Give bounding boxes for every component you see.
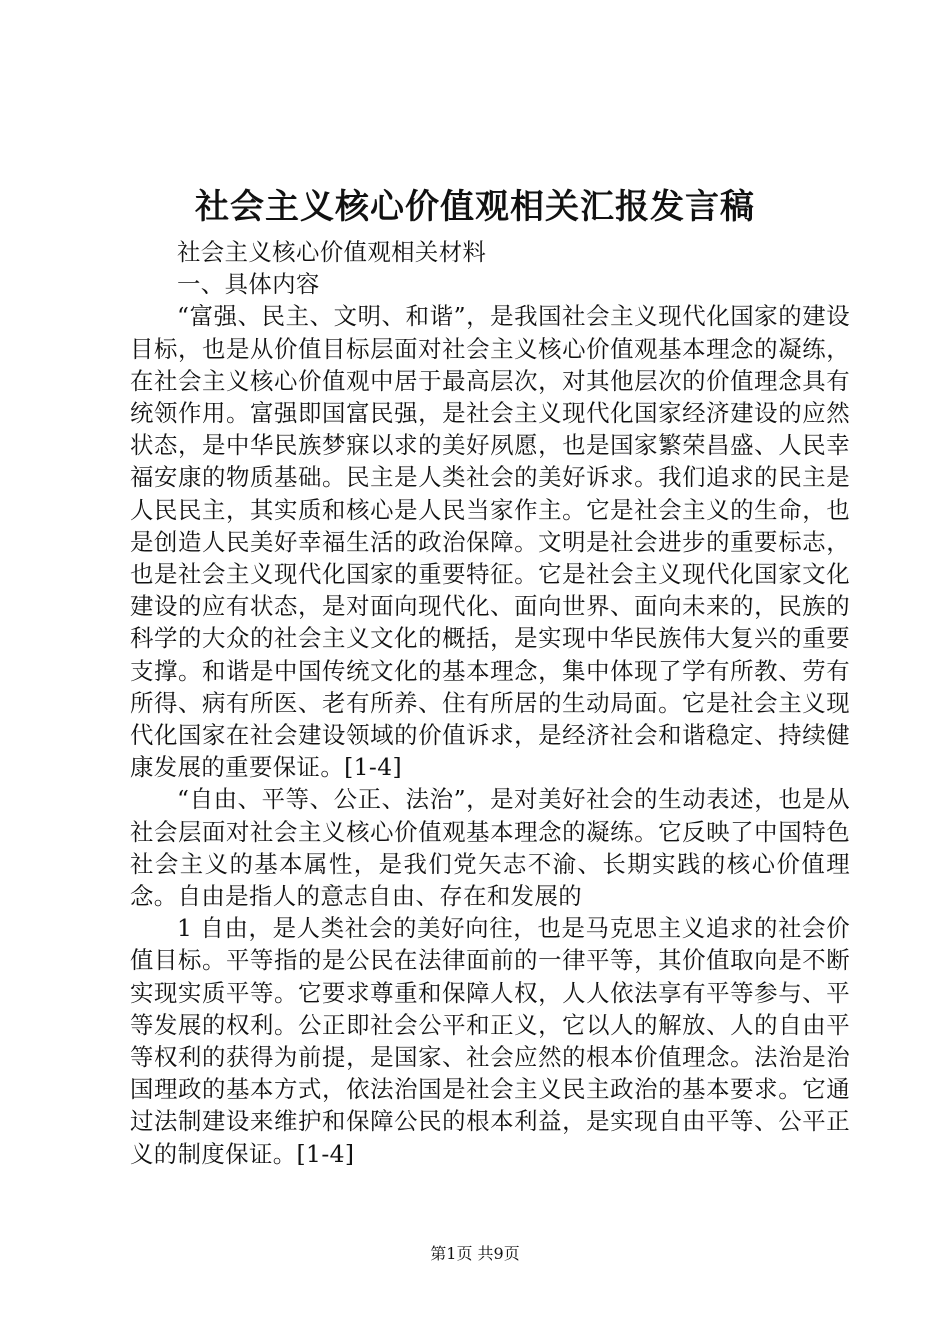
- paragraph-prosperity-democracy: “富强、民主、文明、和谐”，是我国社会主义现代化国家的建设目标，也是从价值目标层面对社会主义核心价值观基本理念的凝练，在社会主义核心价值观中居于最高层次，对其他层次的价值理念具有统领作用。富强即国富民强，是社会主义现代化国家经济建设的应然状态，是中华民族梦寐以求的美好夙愿，也是国家繁荣昌盛、人民幸福安康的物质基础。民主是人类社会的美好诉求。我们追求的民主是人民民主，其实质和核心是人民当家作主。它是社会主义的生命，也是创造人民美好幸福生活的政治保障。文明是社会进步的重要标志，也是社会主义现代化国家的重要特征。它是社会主义现代化国家文化建设的应有状态，是对面向现代化、面向世界、面向未来的，民族的科学的大众的社会主义文化的概括，是实现中华民族伟大复兴的重要支撑。和谐是中国传统文化的基本理念，集中体现了学有所教、劳有所得、病有所医、老有所养、住有所居的生动局面。它是社会主义现代化国家在社会建设领域的价值诉求，是经济社会和谐稳定、持续健康发展的重要保证。[1-4]: [130, 302, 850, 782]
- paragraph-freedom-continued: 1 自由，是人类社会的美好向往，也是马克思主义追求的社会价值目标。平等指的是公民在法律面前的一律平等，其价值取向是不断实现实质平等。它要求尊重和保障人权，人人依法享有平等参与、平等发展的权利。公正即社会公平和正义，它以人的解放、人的自由平等权利的获得为前提，是国家、社会应然的根本价值理念。法治是治国理政的基本方式，依法治国是社会主义民主政治的基本要求。它通过法制建设来维护和保障公民的根本利益，是实现自由平等、公平正义的制度保证。[1-4]: [130, 914, 850, 1168]
- paragraph-freedom-equality: “自由、平等、公正、法治”，是对美好社会的生动表述，也是从社会层面对社会主义核心价值观基本理念的凝练。它反映了中国特色社会主义的基本属性，是我们党矢志不渝、长期实践的核心价值理念。自由是指人的意志自由、存在和发展的: [130, 785, 850, 911]
- document-title: 社会主义核心价值观相关汇报发言稿: [195, 187, 755, 227]
- section-heading: 一、具体内容: [177, 270, 320, 299]
- page-number: 第1页 共9页: [430, 1244, 520, 1263]
- document-body: [130, 236, 850, 1170]
- document-subtitle: 社会主义核心价值观相关材料: [177, 238, 487, 266]
